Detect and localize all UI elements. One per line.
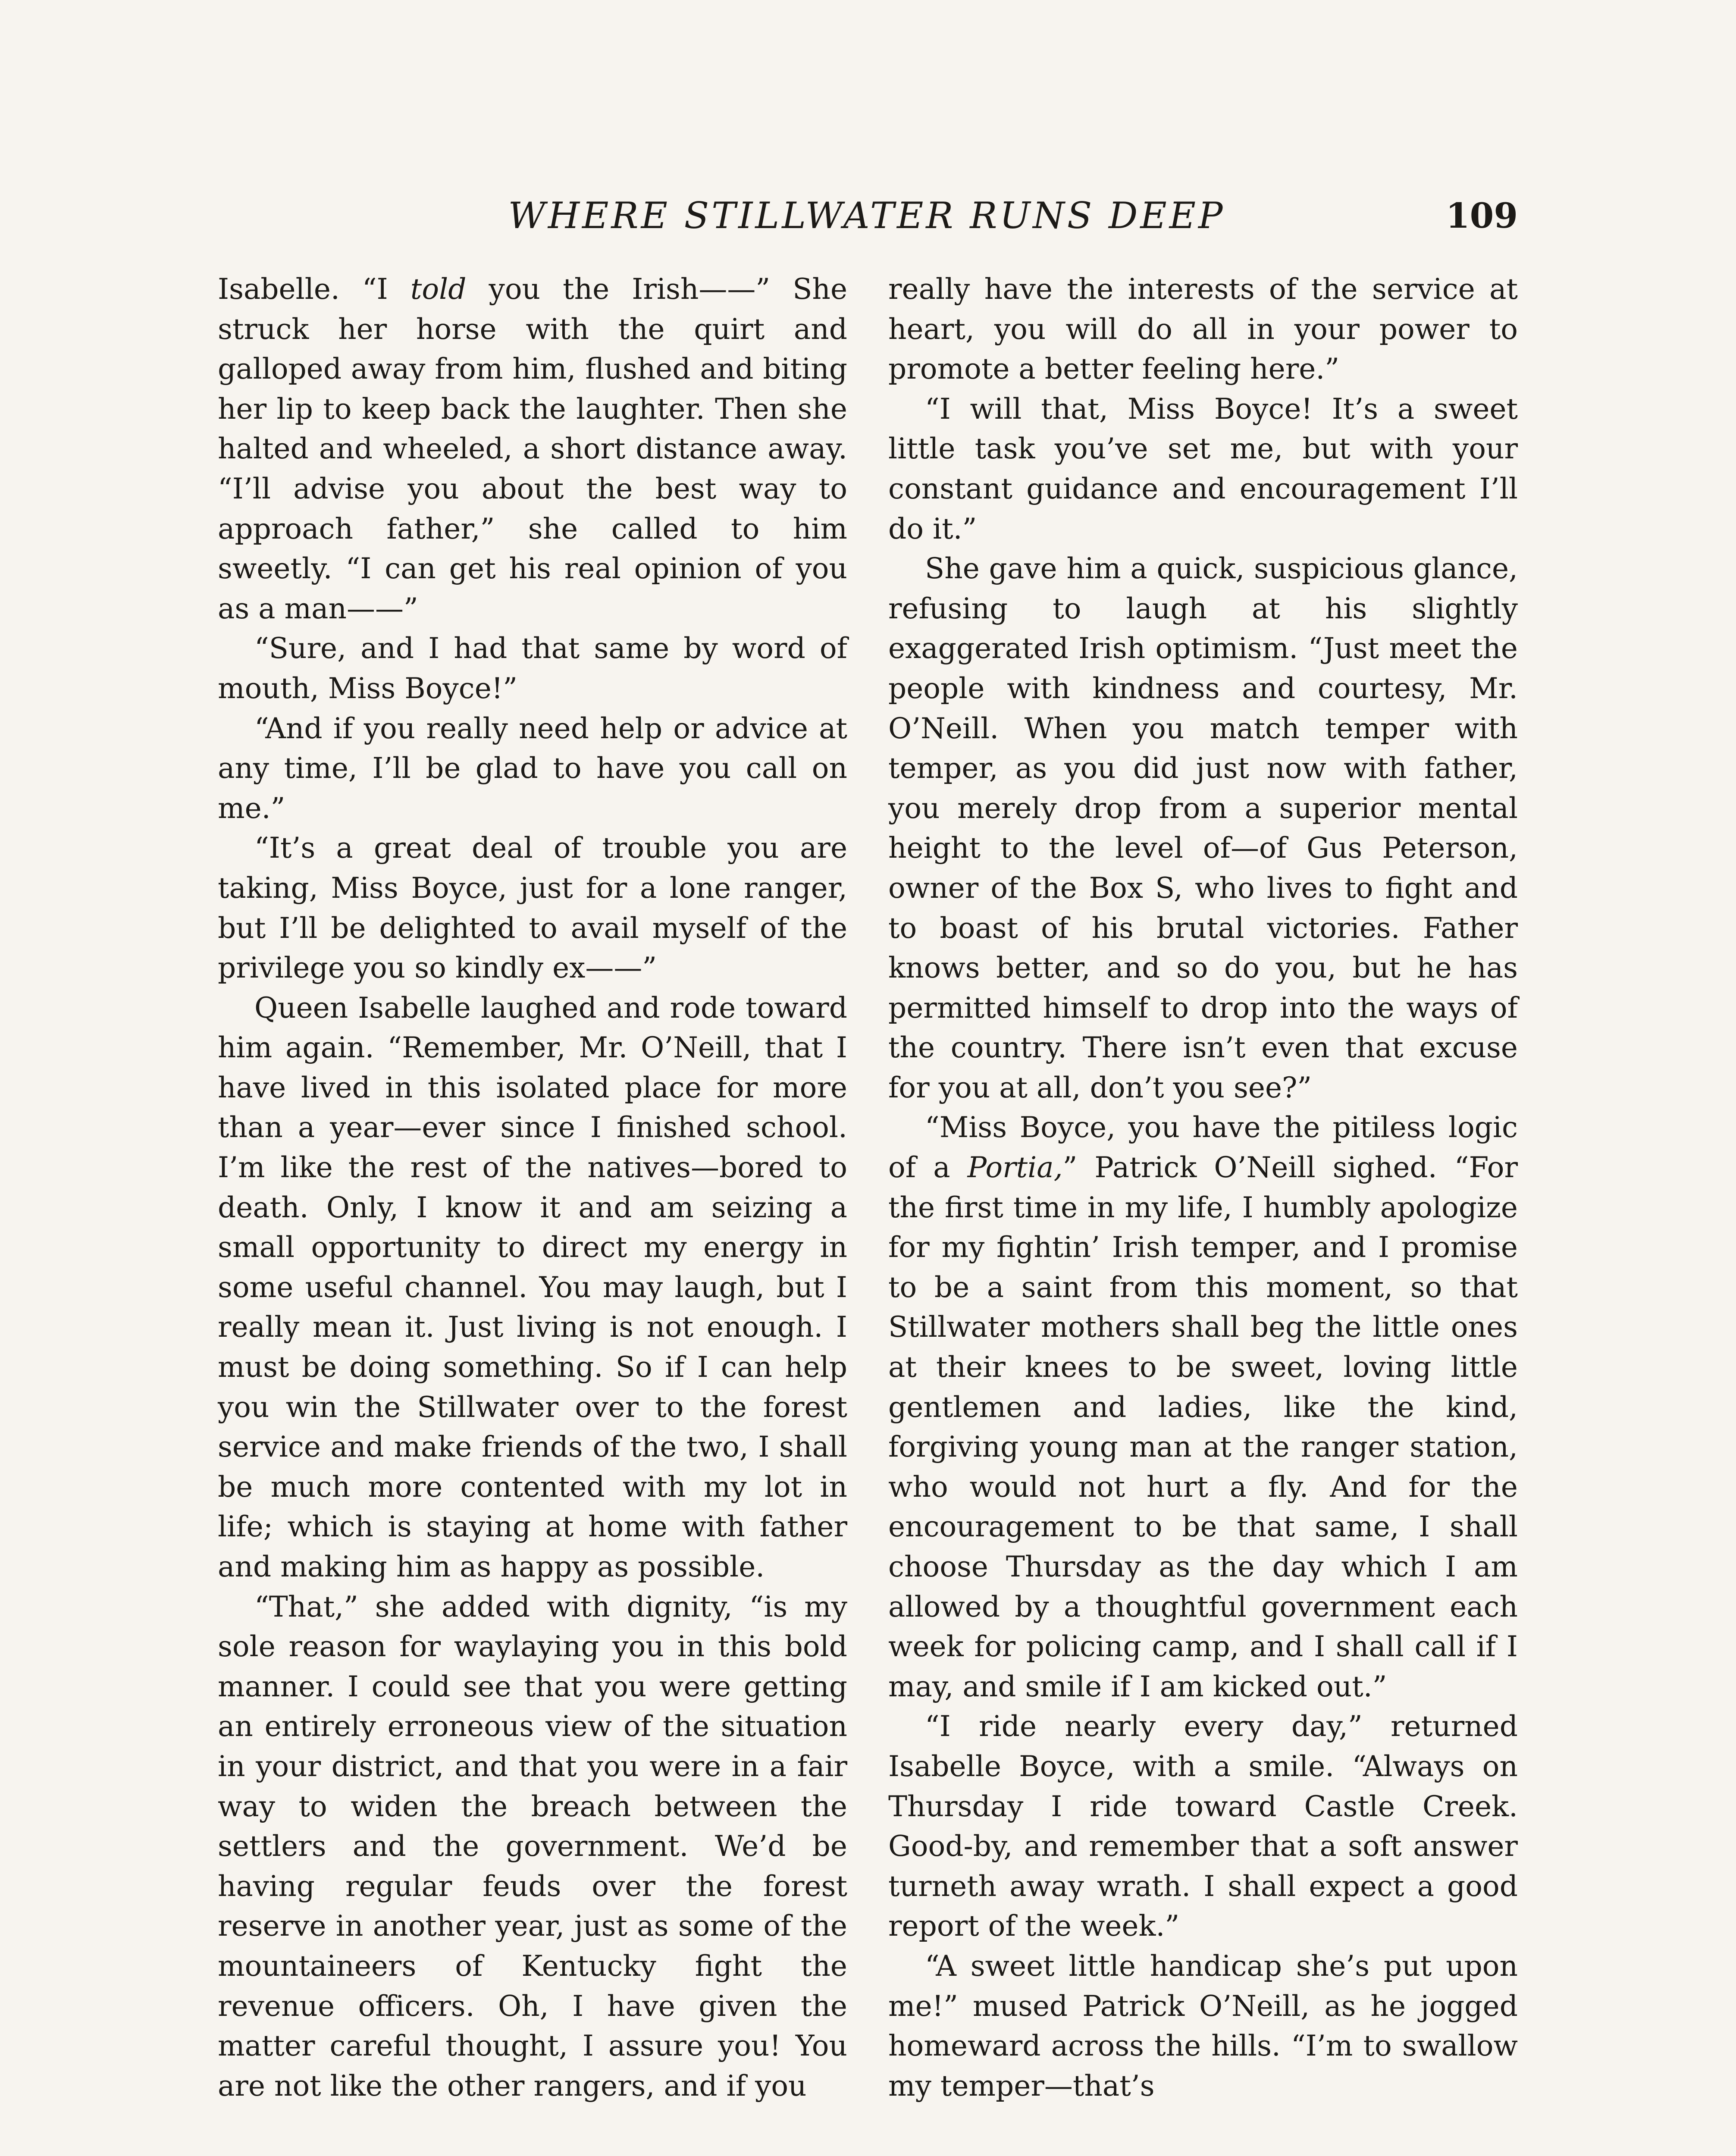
paragraph: really have the interests of the service at heart, you will do all in your power to promote a better feeling here.” <box>888 273 1518 386</box>
paragraph: “A sweet little handicap she’s put upon me!” mused Patrick O’Neill, as he jogged homeward across the hills. “I’m to swallow my temper—that’s <box>888 1949 1518 2103</box>
paragraph <box>218 270 847 629</box>
paragraph: Queen Isabelle laughed and rode toward him again. “Remember, Mr. O’Neill, that I have lived in this isolated place for more than a year—ever since I finished school. I’m like the rest of the natives—bored to death. Only, I know it and am seizing a small opportunity to direct my energy in some useful channel. You may laugh, but I really mean it. Just living is not enough. I must be doing something. So if I can help you win the Stillwater over to the forest service and make friends of the two, I shall be much more contented with my lot in life; which is staying at home with father and making him as happy as possible. <box>218 991 847 1583</box>
paragraph: “It’s a great deal of trouble you are taking, Miss Boyce, just for a lone ranger, but I’ll be delighted to avail myself of the privilege you so kindly ex——” <box>218 831 847 985</box>
paragraph-text: you the Irish——” She struck her horse with the quirt and galloped away from him, flushed and biting her lip to keep back the laughter. Then she halted and wheeled, a short distance away. “I’ll advise you about the best way to approach father,” she called to him sweetly. “I can get his real opinion of you as a man——” <box>218 273 847 625</box>
right-column <box>888 270 1518 2106</box>
running-title: WHERE STILLWATER RUNS DEEP <box>508 194 1225 237</box>
running-head <box>216 190 1518 250</box>
paragraph: “That,” she added with dignity, “is my sole reason for waylaying you in this bold manner. I could see that you were getting an entirely erroneous view of the situation in your district, and that you were in a fair way to widen the breach between the settlers and the government. We’d be having regular feuds over the forest reserve in another year, just as some of the mountaineers of Kentucky fight the revenue officers. Oh, I have given the matter careful thought, I assure you! You are not like the other rangers, and if you <box>218 1590 847 2103</box>
paragraph <box>888 1108 1518 1707</box>
paragraph-text: ” Patrick O’Neill sighed. “For the first time in my life, I humbly apologize for my fightin’ Irish temper, and I promise to be a saint from this moment, so that Stillwater mothers shall beg the little ones at their knees to be sweet, loving little gentlemen and ladies, like the kind, forgiving young man at the ranger station, who would not hurt a fly. And for the encouragement to be that same, I shall choose Thursday as the day which I am allowed by a thoughtful government each week for policing camp, and I shall call if I may, and smile if I am kicked out.” <box>888 1151 1518 1703</box>
paragraph: She gave him a quick, suspicious glance, refusing to laugh at his slightly exaggerated Irish optimism. “Just meet the people with kindness and courtesy, Mr. O’Neill. When you match temper with temper, as you did just now with father, you merely drop from a superior mental height to the level of—of Gus Peterson, owner of the Box S, who lives to fight and to boast of his brutal victories. Father knows better, and so do you, but he has permitted himself to drop into the ways of the country. There isn’t even that excuse for you at all, don’t you see?” <box>888 552 1518 1104</box>
paragraph-text: Isabelle. “I <box>218 273 410 306</box>
page-number: 109 <box>1446 195 1518 236</box>
paragraph-text: “Miss Boyce, you have the pitiless logic of a <box>888 1111 1518 1185</box>
paragraph: “I ride nearly every day,” returned Isabelle Boyce, with a smile. “Always on Thursday I ride toward Castle Creek. Good-by, and remember that a soft answer turneth away wrath. I shall expect a good report of the week.” <box>888 1710 1518 1943</box>
left-column <box>218 270 847 2106</box>
paragraph: “I will that, Miss Boyce! It’s a sweet little task you’ve set me, but with your constant guidance and encouragement I’ll do it.” <box>888 392 1518 545</box>
paragraph: “Sure, and I had that same by word of mouth, Miss Boyce!” <box>218 632 847 705</box>
emphasis-text: Portia, <box>967 1151 1063 1185</box>
paragraph: “And if you really need help or advice at any time, I’ll be glad to have you call on me.” <box>218 711 847 825</box>
emphasis-text: told <box>410 273 467 306</box>
